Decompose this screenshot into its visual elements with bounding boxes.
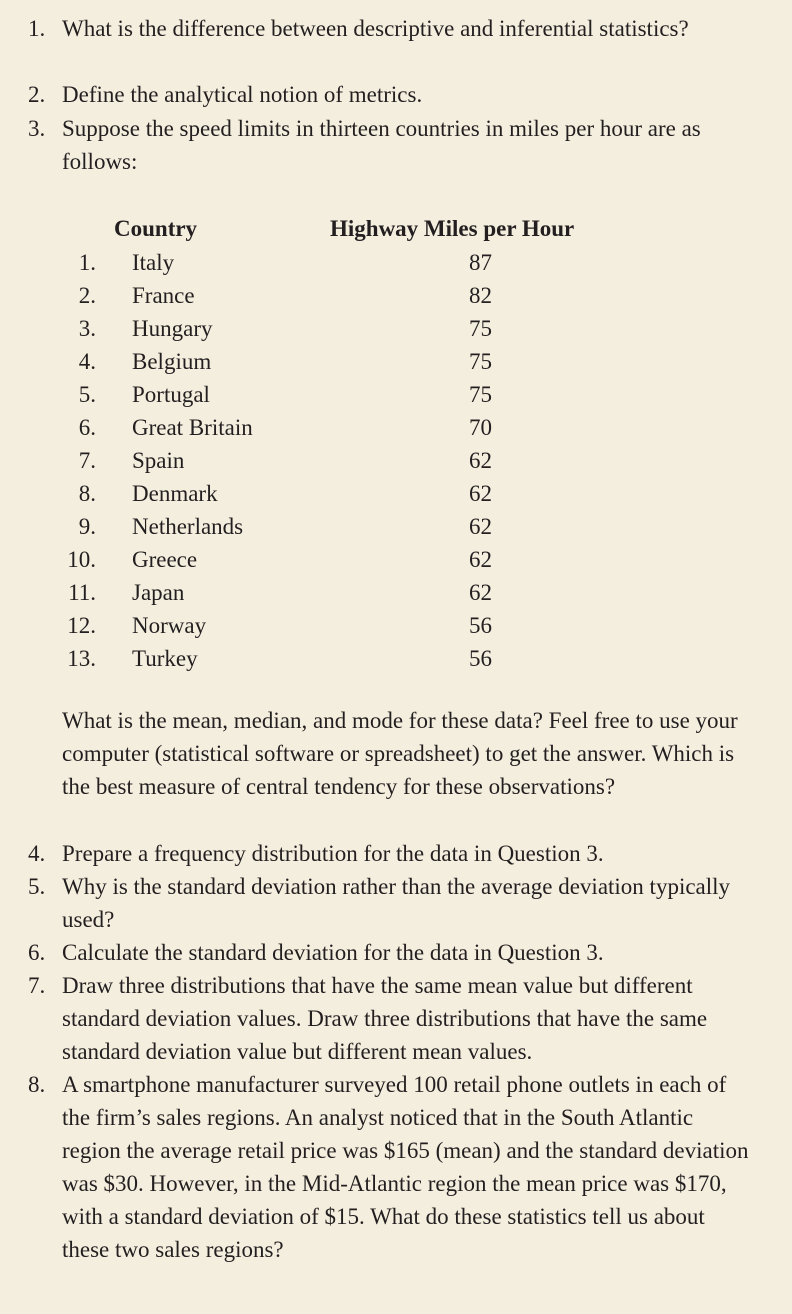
row-number: 5. [78, 382, 96, 407]
row-country: Great Britain [132, 415, 253, 440]
row-mph: 75 [469, 382, 492, 407]
question-number: 5. [28, 874, 46, 899]
table-row [0, 378, 792, 411]
question-3-followup [62, 704, 752, 803]
question-7 [28, 969, 752, 1068]
question-5 [28, 870, 752, 936]
question-text: A smartphone manufacturer surveyed 100 retail phone outlets in each of the firm’s sales regions. An analyst noticed that in the South Atlantic region the average retail price was $165 (mean) and the standard deviation was $30. However, in the Mid-Atlantic region the mean price was $170, with a standard deviation of $15. What do these statistics tell us about these two sales regions? [62, 1072, 749, 1262]
question-1 [28, 12, 752, 45]
question-number: 4. [28, 841, 46, 866]
table-header-country: Country [114, 216, 198, 241]
row-mph: 82 [469, 283, 492, 308]
row-mph: 56 [469, 646, 492, 671]
table-row [0, 246, 792, 279]
table-row [0, 411, 792, 444]
table-row [0, 642, 792, 675]
row-mph: 62 [469, 514, 492, 539]
row-mph: 62 [469, 547, 492, 572]
row-mph: 56 [469, 613, 492, 638]
row-country: Spain [132, 448, 185, 473]
row-number: 12. [67, 613, 96, 638]
row-number: 13. [67, 646, 96, 671]
question-text: Prepare a frequency distribution for the data in Question 3. [62, 841, 604, 866]
table-row [0, 345, 792, 378]
row-country: France [132, 283, 195, 308]
question-text: Why is the standard deviation rather than the average deviation typically used? [62, 874, 731, 932]
row-mph: 62 [469, 580, 492, 605]
question-3 [28, 112, 752, 178]
question-number: 7. [28, 973, 46, 998]
question-text: What is the difference between descriptive and inferential statistics? [62, 16, 689, 41]
row-country: Hungary [132, 316, 213, 341]
row-number: 7. [78, 448, 96, 473]
row-number: 10. [67, 547, 96, 572]
question-number: 3. [28, 116, 46, 141]
row-mph: 87 [469, 250, 492, 275]
table-row [0, 543, 792, 576]
question-4 [28, 837, 752, 870]
row-number: 9. [78, 514, 96, 539]
table-row [0, 444, 792, 477]
table-header-mph: Highway Miles per Hour [330, 216, 575, 241]
question-number: 8. [28, 1072, 46, 1097]
row-country: Portugal [132, 382, 210, 407]
question-text: Suppose the speed limits in thirteen countries in miles per hour are as follows: [62, 116, 701, 174]
row-country: Netherlands [132, 514, 244, 539]
table-row [0, 510, 792, 543]
table-row [0, 279, 792, 312]
question-6 [28, 936, 752, 969]
table-row [0, 576, 792, 609]
question-number: 1. [28, 16, 46, 41]
table-row [0, 312, 792, 345]
row-country: Japan [132, 580, 185, 605]
row-number: 8. [78, 481, 96, 506]
row-country: Belgium [132, 349, 212, 374]
row-number: 11. [68, 580, 96, 605]
question-text: Calculate the standard deviation for the data in Question 3. [62, 940, 604, 965]
question-text: Define the analytical notion of metrics. [62, 82, 423, 107]
row-mph: 75 [469, 349, 492, 374]
question-number: 2. [28, 82, 46, 107]
row-number: 2. [78, 283, 96, 308]
row-number: 3. [78, 316, 96, 341]
row-mph: 70 [469, 415, 492, 440]
question-number: 6. [28, 940, 46, 965]
row-number: 4. [78, 349, 96, 374]
table-row [0, 609, 792, 642]
row-mph: 75 [469, 316, 492, 341]
row-number: 1. [78, 250, 96, 275]
question-text: Draw three distributions that have the same mean value but different standard deviation values. Draw three distributions that have the same standard deviation value but different mean values. [62, 973, 708, 1064]
row-country: Turkey [132, 646, 198, 671]
row-mph: 62 [469, 481, 492, 506]
row-mph: 62 [469, 448, 492, 473]
question-8 [28, 1068, 752, 1266]
table-row [0, 477, 792, 510]
row-country: Norway [132, 613, 207, 638]
row-country: Italy [132, 250, 175, 275]
question-2 [28, 78, 752, 111]
question-text: What is the mean, median, and mode for these data? Feel free to use your computer (statistical software or spreadsheet) to get the answer. Which is the best measure of central tendency for these observations? [62, 708, 738, 799]
row-country: Denmark [132, 481, 218, 506]
row-number: 6. [78, 415, 96, 440]
row-country: Greece [132, 547, 198, 572]
